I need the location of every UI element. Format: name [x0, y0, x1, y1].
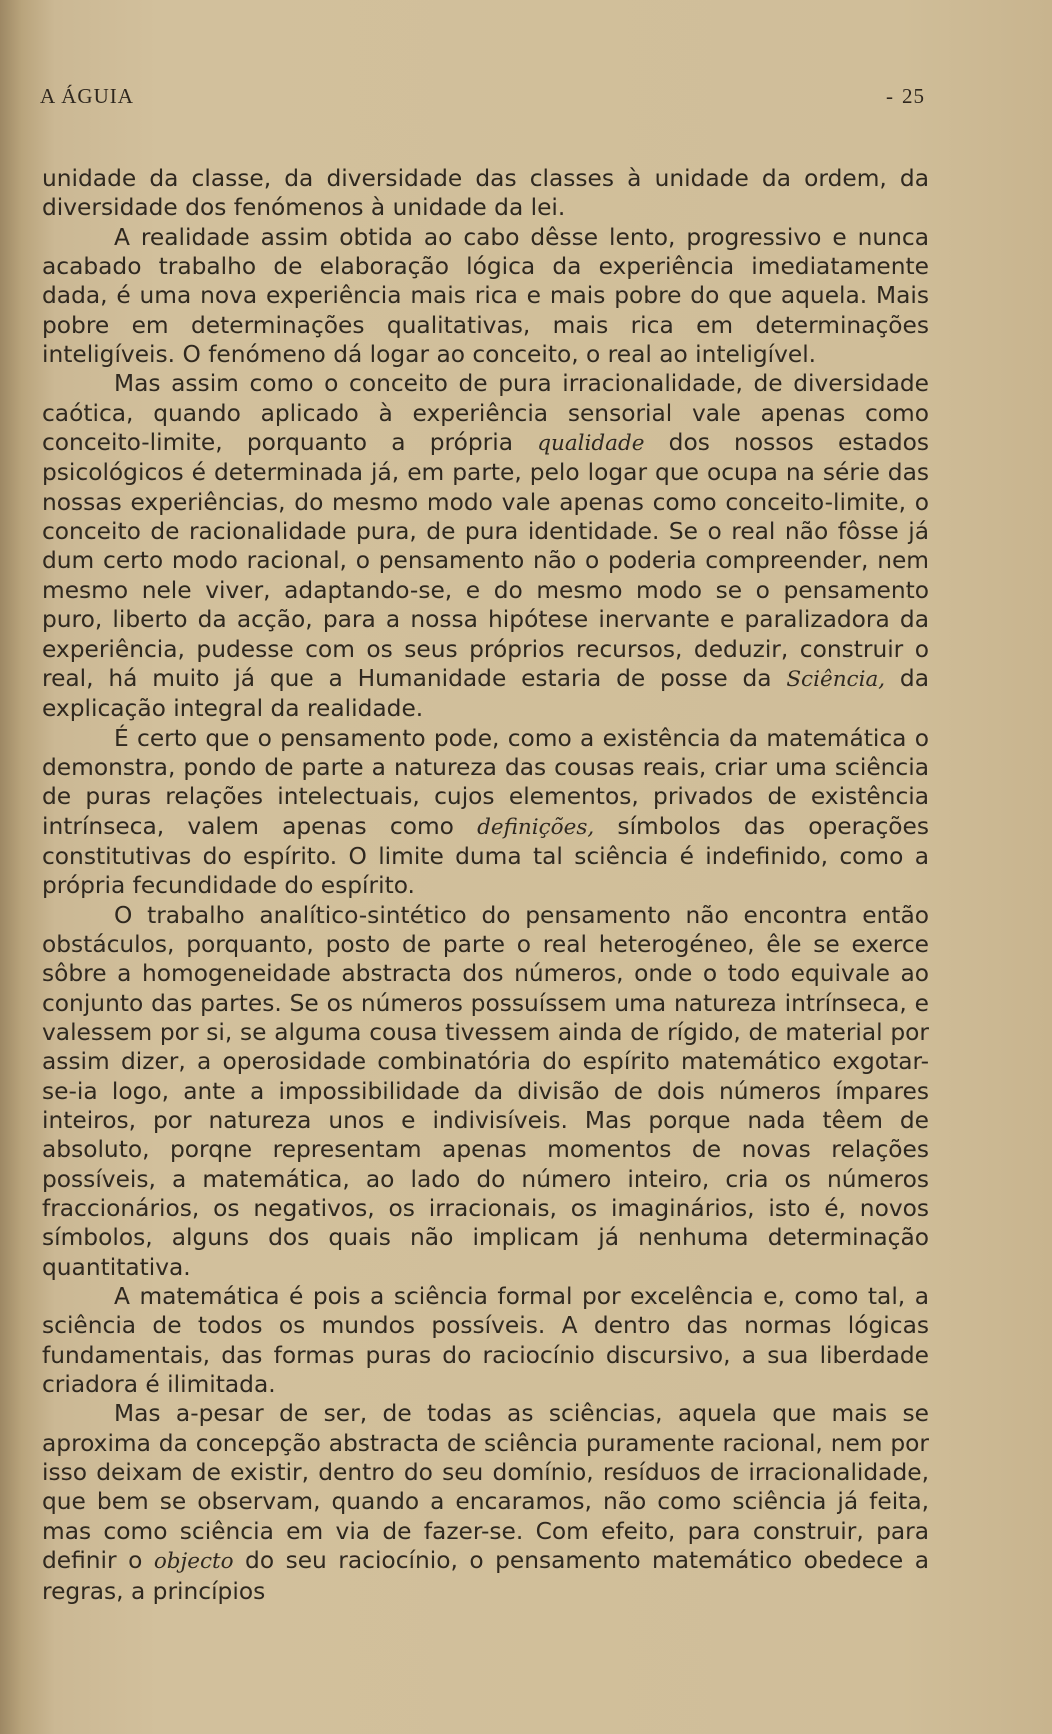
body-text [42, 164, 929, 1606]
italic-term: qualidade [537, 431, 645, 457]
text-run: unidade da classe, da diversidade das classes à unidade da ordem, da diversidade dos fenómenos à unidade da lei. [42, 165, 929, 222]
page-number-group [886, 84, 925, 109]
paragraph [42, 1399, 929, 1605]
text-run: da explicação integral da realidade. [42, 664, 929, 723]
italic-term: Sciência, [786, 666, 886, 692]
header-dash: - [886, 84, 894, 108]
running-title: A ÁGUIA [40, 84, 134, 108]
text-run: É certo que o pensamento pode, como a existência da matemática o demonstra, pondo de parte a natureza das cousas reais, criar uma sciência de puras relações intelectuais, cujos elementos, privados de existência intrínseca, valem apenas como [42, 724, 929, 840]
text-run: Mas a-pesar de ser, de todas as sciências, aquela que mais se aproxima da concepção abstracta de sciência puramente racional, nem por isso deixam de existir, dentro do seu domínio, resíduos de irracionalidade, que bem se observam, quando a encaramos, não como sciência já feita, mas como sciência em via de fazer-se. Com efeito, para construir, para definir o [42, 1400, 929, 1575]
text-run: símbolos das operações constitutivas do espírito. O limite duma tal sciência é indefinido, como a própria fecundidade do espírito. [42, 812, 930, 900]
paragraph [42, 1282, 929, 1399]
paragraph [42, 369, 929, 723]
text-run: A matemática é pois a sciência formal por excelência e, como tal, a sciência de todos os mundos possíveis. A dentro das normas lógicas fundamentais, das formas puras do raciocínio discursivo, a sua liberdade criadora é ilimitada. [42, 1283, 929, 1399]
text-run: do seu raciocínio, o pensamento matemático obedece a regras, a princípios [42, 1547, 930, 1605]
italic-term: objecto [153, 1549, 234, 1575]
page-number: 25 [902, 84, 925, 108]
page-header [40, 84, 925, 114]
paragraph [42, 164, 929, 223]
paragraph [42, 901, 929, 1282]
paragraph [42, 223, 929, 370]
italic-term: definições, [477, 814, 595, 840]
text-run: A realidade assim obtida ao cabo dêsse lento, progressivo e nunca acabado trabalho de elaboração lógica da experiência imediatamente dada, é uma nova experiência mais rica e mais pobre do que aquela. Mais pobre em determinações qualitativas, mais rica em determinações inteligíveis. O fenómeno dá logar ao conceito, o real ao inteligível. [42, 223, 929, 369]
text-run: O trabalho analítico-sintético do pensamento não encontra então obstáculos, porquanto, posto de parte o real heterogéneo, êle se exerce sôbre a homogeneidade abstracta dos números, onde o todo equivale ao conjunto das partes. Se os números possuíssem uma natureza intrínseca, e valessem por si, se alguma cousa tivessem ainda de rígido, de material por assim dizer, a operosidade combinatória do espírito matemático exgotar-se-ia logo, ante a impossibilidade da divisão de dois números ímpares inteiros, por natureza unos e indivisíveis. Mas porque nada têem de absoluto, porqne representam apenas momentos de novas relações possíveis, a matemática, ao lado do número inteiro, cria os números fraccionários, os negativos, os irracionais, os imaginários, isto é, novos símbolos, alguns dos quais não implicam já nenhuma determinação quantitativa. [42, 901, 929, 1281]
text-run: Mas assim como o conceito de pura irracionalidade, de diversidade caótica, quando aplicado à experiência sensorial vale apenas como conceito-limite, porquanto a própria [42, 370, 929, 457]
text-run: dos nossos estados psicológicos é determinada já, em parte, pelo logar que ocupa na série das nossas experiências, do mesmo modo vale apenas como conceito-limite, o conceito de racionalidade pura, de pura identidade. Se o real não fôsse já dum certo modo racional, o pensamento não o poderia compreender, nem mesmo nele viver, adaptando-se, e do mesmo modo se o pensamento puro, liberto da acção, para a nossa hipótese inervante e paralizadora da experiência, pudesse com os seus próprios recursos, deduzir, construir o real, há muito já que a Humanidade estaria de posse da [42, 429, 930, 692]
paragraph [42, 724, 929, 901]
